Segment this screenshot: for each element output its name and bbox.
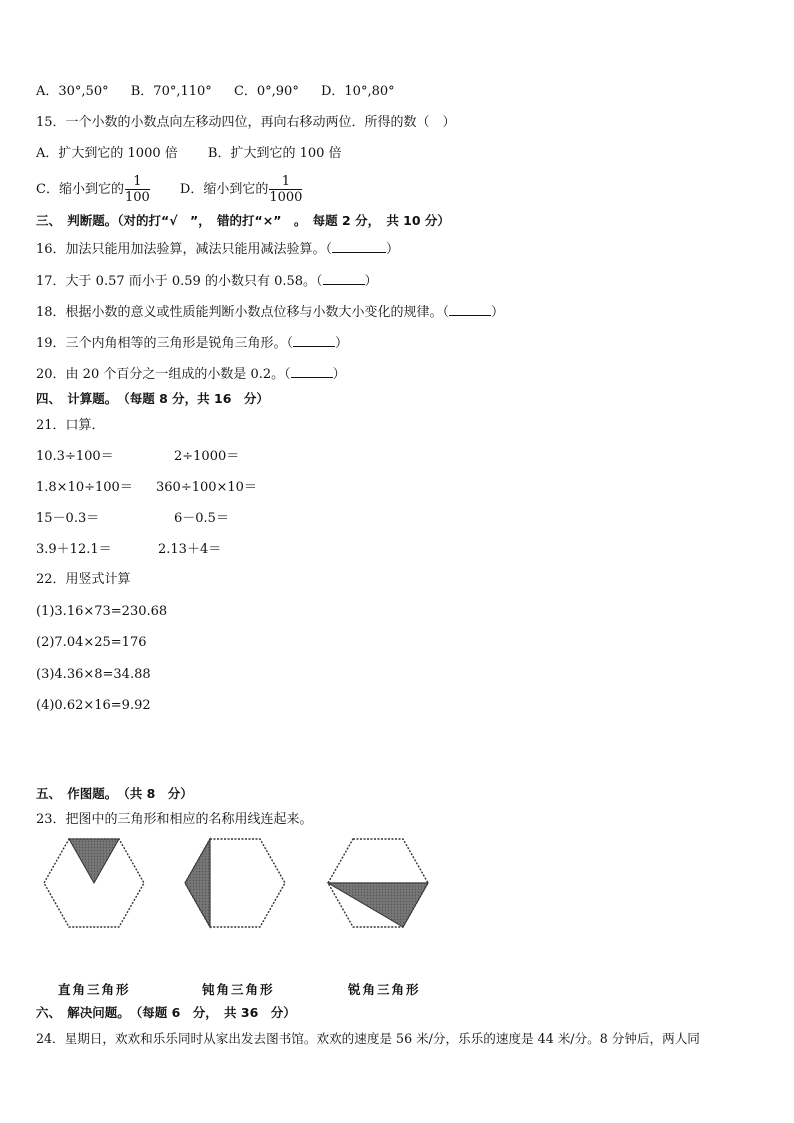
answer-blank[interactable] (323, 272, 365, 285)
answer-blank[interactable] (293, 334, 335, 347)
vertical-calc-4: (4)0.62×16=9.92 (36, 698, 151, 713)
q14-option-b: B．70°,110° (130, 84, 212, 99)
q17: 17．大于 0.57 而小于 0.59 的小数只有 0.58。（ ） (36, 274, 378, 289)
answer-blank[interactable] (449, 303, 491, 316)
q24-text: 24．星期日，欢欢和乐乐同时从家出发去图书馆。欢欢的速度是 56 米/分，乐乐的速度是 44 米/分。8 分钟后，两人同 (36, 1031, 700, 1046)
q15-option-c-fraction: $\frac{1}{100}$ (124, 174, 150, 205)
q15-stem: 15．一个小数的小数点向左移动四位，再向右移动两位．所得的数（ ） (36, 115, 456, 130)
q23-title: 23．把图中的三角形和相应的名称用线连起来。 (36, 812, 313, 827)
section5-heading: 五、 作图题。 （共 8 分） (36, 786, 193, 801)
oral-calc-2b: 360÷100×10＝ (156, 480, 257, 495)
section4-heading: 四、 计算题。 （每题 8 分，共 16 分） (36, 391, 269, 406)
label-acute-triangle[interactable]: 锐角三角形 (348, 982, 421, 997)
q15-options-cd (36, 173, 302, 207)
q14-option-a: A．30°,50° (36, 84, 109, 99)
oral-calc-3a: 15－0.3＝ (36, 511, 100, 526)
q15-option-b: B．扩大到它的 100 倍 (207, 146, 342, 161)
q20: 20．由 20 个百分之一组成的小数是 0.2。（ ） (36, 367, 346, 382)
label-obtuse-triangle[interactable]: 钝角三角形 (202, 982, 275, 997)
vertical-calc-1: (1)3.16×73=230.68 (36, 604, 168, 619)
answer-blank[interactable] (332, 240, 386, 253)
oral-calc-4b: 2.13＋4＝ (158, 542, 222, 557)
section6-heading: 六、 解决问题。 （每题 6 分， 共 36 分） (36, 1005, 296, 1020)
oral-calc-3b: 6－0.5＝ (174, 511, 229, 526)
vertical-calc-2: (2)7.04×25=176 (36, 635, 147, 650)
oral-calc-1b: 2÷1000＝ (174, 449, 240, 464)
q14-option-d: D．10°,80° (320, 84, 395, 99)
q14-options (36, 84, 395, 100)
hexagon-right-triangle[interactable] (44, 839, 144, 927)
q22-title: 22．用竖式计算 (36, 572, 131, 587)
hexagon-figures (0, 830, 794, 970)
oral-calc-1a: 10.3÷100＝ (36, 449, 114, 464)
answer-blank[interactable] (291, 365, 333, 378)
label-right-triangle[interactable]: 直角三角形 (58, 982, 131, 997)
q15-option-a: A．扩大到它的 1000 倍 (36, 146, 178, 161)
q21-title: 21．口算． (36, 418, 105, 433)
q15-option-c: C．缩小到它的 (36, 182, 124, 197)
q19: 19．三个内角相等的三角形是锐角三角形。（ ） (36, 336, 349, 351)
q15-option-d-fraction: $\frac{1}{1000}$ (269, 174, 303, 205)
q18: 18．根据小数的意义或性质能判断小数点位移与小数大小变化的规律。（ ） (36, 305, 505, 320)
hexagon-acute-triangle[interactable] (328, 839, 428, 927)
section3-heading: 三、 判断题。（对的打“√ ”， 错的打“×” 。 每题 2 分， 共 10 分） (36, 213, 450, 228)
q16: 16．加法只能用加法验算，减法只能用减法验算。（ ） (36, 242, 400, 257)
hexagon-obtuse-triangle[interactable] (185, 839, 285, 927)
oral-calc-2a: 1.8×10÷100＝ (36, 480, 133, 495)
q14-option-c: C．0°,90° (233, 84, 299, 99)
vertical-calc-3: (3)4.36×8=34.88 (36, 667, 151, 682)
q15-option-d: D．缩小到它的 (179, 182, 269, 197)
oral-calc-4a: 3.9＋12.1＝ (36, 542, 112, 557)
q15-options-ab (36, 146, 342, 162)
